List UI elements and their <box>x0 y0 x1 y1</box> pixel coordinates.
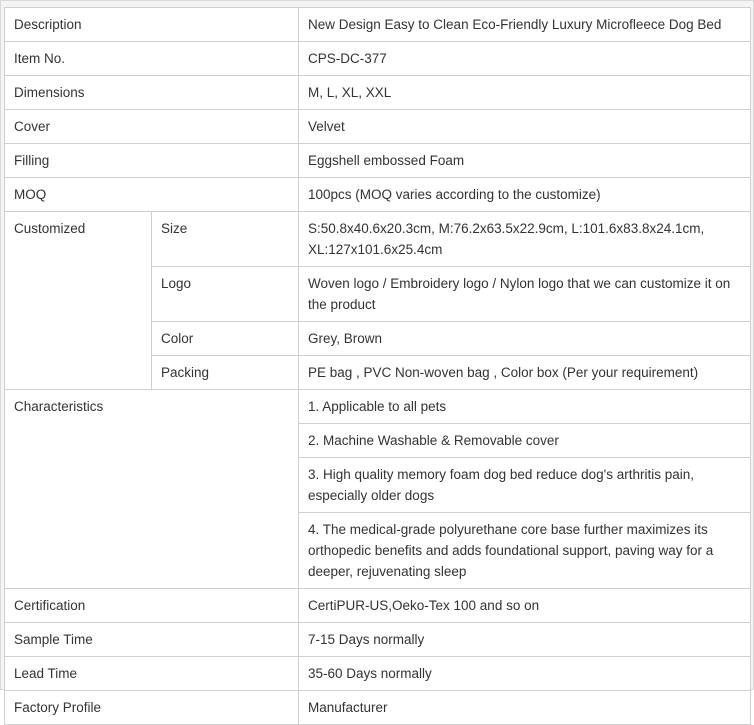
sub-value: S:50.8x40.6x20.3cm, M:76.2x63.5x22.9cm, L:101.6x83.8x24.1cm, XL:127x101.6x25.4cm <box>299 212 751 267</box>
characteristic-item: 2. Machine Washable & Removable cover <box>299 424 751 458</box>
row-value: New Design Easy to Clean Eco-Friendly Luxury Microfleece Dog Bed <box>299 8 751 42</box>
characteristic-item: 3. High quality memory foam dog bed reduce dog's arthritis pain, especially older dogs <box>299 458 751 513</box>
table-row-lead-time <box>5 657 751 691</box>
row-label: MOQ <box>5 178 299 212</box>
table-row-sample-time <box>5 623 751 657</box>
sub-label: Logo <box>152 267 299 322</box>
row-label: Description <box>5 8 299 42</box>
row-label: Dimensions <box>5 76 299 110</box>
sub-label: Packing <box>152 356 299 390</box>
row-label-customized: Customized <box>5 212 152 390</box>
table-row-description <box>5 8 751 42</box>
row-label: Filling <box>5 144 299 178</box>
row-value: M, L, XL, XXL <box>299 76 751 110</box>
sub-value: PE bag , PVC Non-woven bag , Color box (Per your requirement) <box>299 356 751 390</box>
table-row-certification <box>5 589 751 623</box>
row-value: Eggshell embossed Foam <box>299 144 751 178</box>
row-value: 100pcs (MOQ varies according to the customize) <box>299 178 751 212</box>
sub-label: Color <box>152 322 299 356</box>
row-value: 7-15 Days normally <box>299 623 751 657</box>
sub-label: Size <box>152 212 299 267</box>
table-row-customized-size <box>5 212 751 267</box>
characteristic-item: 1. Applicable to all pets <box>299 390 751 424</box>
row-label-characteristics: Characteristics <box>5 390 299 589</box>
row-value: 35-60 Days normally <box>299 657 751 691</box>
row-label: Sample Time <box>5 623 299 657</box>
row-label: Lead Time <box>5 657 299 691</box>
product-spec-table <box>4 7 751 725</box>
table-row-dimensions <box>5 76 751 110</box>
row-value: Velvet <box>299 110 751 144</box>
row-label: Certification <box>5 589 299 623</box>
row-label: Cover <box>5 110 299 144</box>
table-row-characteristics <box>5 390 751 424</box>
sub-value: Woven logo / Embroidery logo / Nylon logo that we can customize it on the product <box>299 267 751 322</box>
row-label: Factory Profile <box>5 691 299 725</box>
table-row-filling <box>5 144 751 178</box>
characteristic-item: 4. The medical-grade polyurethane core base further maximizes its orthopedic benefits and adds foundational support, paving way for a deeper, rejuvenating sleep <box>299 513 751 589</box>
table-row-cover <box>5 110 751 144</box>
row-label: Item No. <box>5 42 299 76</box>
row-value: CertiPUR-US,Oeko-Tex 100 and so on <box>299 589 751 623</box>
table-row-factory-profile <box>5 691 751 725</box>
table-row-moq <box>5 178 751 212</box>
row-value: Manufacturer <box>299 691 751 725</box>
row-value: CPS-DC-377 <box>299 42 751 76</box>
sub-value: Grey, Brown <box>299 322 751 356</box>
table-row-item-no <box>5 42 751 76</box>
